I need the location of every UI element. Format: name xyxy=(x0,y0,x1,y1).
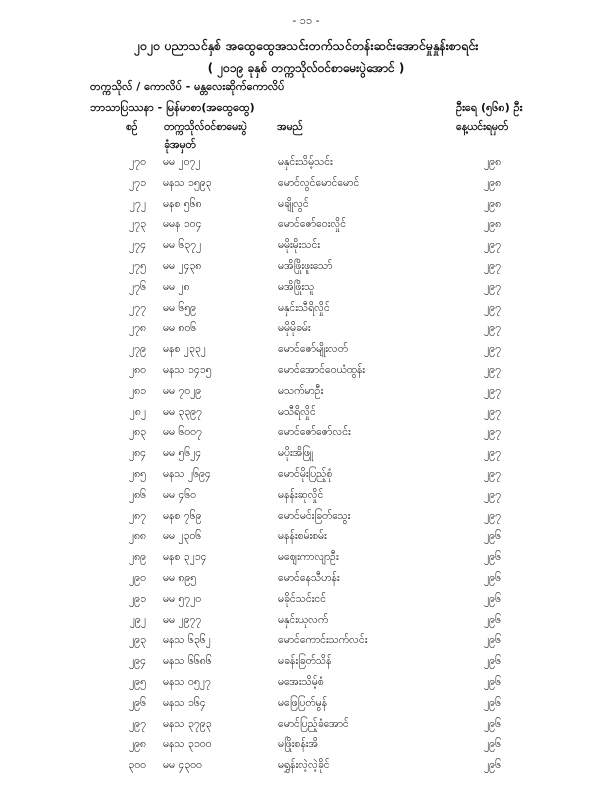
row-name: မောင်ပြည့်ခံအောင် xyxy=(278,717,349,730)
row-roll-number: မနသ ၀၅၂၇ xyxy=(163,676,211,688)
row-name: မအိဖြိုးသူ xyxy=(278,280,315,293)
table-row xyxy=(0,738,612,758)
column-header-candidate: တက္ကသိုလ်ဝင်စာမေးပွဲ xyxy=(164,121,247,133)
row-name: မောင်မင်းခြတ်သွေး xyxy=(278,509,351,522)
row-roll-number: မနသ ၁၅၉၃ xyxy=(163,176,212,189)
row-roll-number: မမ ၄၃၀၀ xyxy=(163,759,202,772)
row-name: မအေးသိမ့်စံ xyxy=(278,676,324,688)
row-score: ၂၉၆ xyxy=(484,738,501,751)
row-score: ၂၉၆ xyxy=(484,592,501,605)
row-roll-number: မမ ၂၀၇၂ xyxy=(163,156,201,168)
row-name: မမိုမိုခမ်း xyxy=(278,322,311,335)
row-score: ၂၉၇ xyxy=(484,239,501,252)
table-row xyxy=(0,426,612,446)
row-roll-number: မမ ၈၀၆ xyxy=(163,322,197,335)
table-row xyxy=(0,614,612,634)
table-row xyxy=(0,218,612,238)
row-number: ၂၇၁ xyxy=(129,176,146,189)
row-number: ၃၀၀ xyxy=(128,759,146,772)
row-roll-number: မနသ ၁၆၄ xyxy=(163,696,206,709)
row-number: ၂၈၁ xyxy=(128,384,146,397)
row-score: ၂၉၇ xyxy=(484,301,501,314)
row-name: မနှင်းသိမ့်သင်း xyxy=(278,156,333,168)
table-row xyxy=(0,302,612,322)
table-row xyxy=(0,718,612,738)
row-roll-number: မမ ၆၅၉ xyxy=(163,301,197,314)
table-row xyxy=(0,634,612,654)
row-number: ၂၇၆ xyxy=(129,280,146,293)
row-name: မပိုးအိဖြူ xyxy=(278,447,314,460)
row-score: ၂၉၇ xyxy=(484,384,501,397)
table-row xyxy=(0,530,612,550)
row-number: ၂၈၉ xyxy=(128,551,146,564)
row-score: ၂၉၆ xyxy=(484,551,501,564)
table-row xyxy=(0,239,612,259)
row-number: ၂၈၀ xyxy=(128,364,146,376)
row-name: မောင်ဇော်ဝေးလှိုင် xyxy=(278,218,347,231)
row-roll-number: မမ ၈၉၅ xyxy=(163,572,197,584)
row-number: ၂၉၁ xyxy=(129,592,146,605)
row-name: မရွှန်းလဲ့လဲ့ခိုင် xyxy=(278,759,330,772)
row-number: ၂၉၇ xyxy=(129,717,146,730)
row-name: မောင်မိုးပြည့်စုံ xyxy=(278,468,333,480)
row-number: ၂၉၀ xyxy=(129,572,146,584)
row-name: မောင်နေသီဟန်း xyxy=(278,572,340,584)
headcount: ဦးရေ (၅၆၈) ဦး xyxy=(456,101,523,114)
row-score: ၂၉၈ xyxy=(484,197,502,210)
row-number: ၂၇၀ xyxy=(129,156,146,168)
row-name: မနန်းစမ်းစမ်း xyxy=(278,530,327,543)
column-header-score: နေ့ယင်းရမှတ် xyxy=(456,121,509,133)
row-number: ၂၈၂ xyxy=(129,405,146,418)
row-roll-number: မမ ၄၆၀ xyxy=(163,488,197,501)
table-row xyxy=(0,260,612,280)
table-row xyxy=(0,551,612,571)
row-roll-number: မမ ၅၇၂၀ xyxy=(163,592,202,605)
row-score: ၂၉၈ xyxy=(484,176,502,189)
row-score: ၂၉၈ xyxy=(484,156,502,168)
row-roll-number: မနစ ၇၆၉ xyxy=(163,509,202,522)
table-row xyxy=(0,406,612,426)
row-name: မောင်လွင်မောင်မောင် xyxy=(278,176,360,189)
row-roll-number: မနသ ၃၇၉၃ xyxy=(163,717,212,730)
subject-line: ဘာသာပြဿနာ - မြန်မာစာ(အထွေထွေ) xyxy=(90,101,255,114)
row-name: မခန်းခြတ်သိန် xyxy=(278,655,332,668)
row-score: ၂၉၆ xyxy=(484,634,501,647)
row-name: မအိဖြိုးဖူးသော် xyxy=(278,260,333,272)
row-number: ၂၇၄ xyxy=(129,239,146,252)
column-header-name: အမည် xyxy=(277,121,303,133)
row-roll-number: မနသ ၁၄၁၅ xyxy=(163,364,212,376)
table-row xyxy=(0,281,612,301)
row-score: ၂၉၆ xyxy=(484,655,501,668)
row-score: ၂၉၆ xyxy=(484,696,501,709)
row-score: ၂၉၇ xyxy=(484,447,501,460)
table-row xyxy=(0,343,612,363)
row-roll-number: မနသ ၆၆၈၆ xyxy=(163,655,212,668)
row-name: မနန်းဆုလှိုင် xyxy=(278,488,324,501)
row-score: ၂၉၆ xyxy=(484,759,501,772)
row-name: မမိုးမိုးသင်း xyxy=(278,239,320,252)
row-name: မောင်ကောင်းသက်လင်း xyxy=(278,634,368,647)
row-number: ၂၇၂ xyxy=(129,197,146,210)
table-row xyxy=(0,177,612,197)
row-number: ၂၉၃ xyxy=(129,634,146,647)
row-number: ၂၈၆ xyxy=(128,488,146,501)
university-line: တက္ကသိုလ် / ကောလိပ် - မန္တလေးဆိုက်ကောလိပ် xyxy=(90,80,285,93)
row-score: ၂၉၇ xyxy=(484,364,501,376)
row-number: ၂၉၆ xyxy=(129,696,146,709)
table-row xyxy=(0,572,612,592)
row-score: ၂၉၈ xyxy=(484,218,502,231)
row-roll-number: မနသ ၂၆၉၄ xyxy=(163,468,211,480)
row-roll-number: မမ ၂၈ xyxy=(163,280,190,293)
row-score: ၂၉၆ xyxy=(484,613,501,626)
row-name: မသက်မာဦး xyxy=(278,384,324,397)
table-row xyxy=(0,322,612,342)
row-score: ၂၉၇ xyxy=(484,468,501,480)
row-number: ၂၇၃ xyxy=(129,218,146,231)
row-score: ၂၉၇ xyxy=(484,426,501,439)
table-row xyxy=(0,759,612,779)
table-row xyxy=(0,593,612,613)
row-number: ၂၉၄ xyxy=(129,655,146,668)
table-row xyxy=(0,198,612,218)
row-roll-number: မမ ၂၉၇၇ xyxy=(163,613,202,626)
row-score: ၂၉၇ xyxy=(484,260,501,272)
row-roll-number: မနစ ၂၃၃၂ xyxy=(163,343,206,356)
row-roll-number: မမ ၂၃၀၆ xyxy=(163,530,202,543)
row-score: ၂၉၇ xyxy=(484,343,501,356)
row-number: ၂၇၇ xyxy=(129,301,146,314)
table-row xyxy=(0,489,612,509)
row-roll-number: မနစ ၃၂၁၄ xyxy=(163,551,207,564)
table-row xyxy=(0,697,612,717)
row-name: မခိုင်သင်းငင် xyxy=(278,592,327,605)
row-roll-number: မမ ၃၃၉၇ xyxy=(163,405,202,418)
page-number: - ၁၁ - xyxy=(292,14,320,27)
table-row xyxy=(0,156,612,176)
column-header-no: စဉ် xyxy=(126,121,138,133)
table-row xyxy=(0,676,612,696)
row-number: ၂၈၇ xyxy=(128,509,146,522)
row-name: မသီရိလှိုင် xyxy=(278,405,316,418)
row-score: ၂၉၆ xyxy=(484,530,501,543)
row-name: မဈေးကာလျာဦး xyxy=(278,551,339,564)
row-score: ၂၉၇ xyxy=(484,280,501,293)
row-number: ၂၈၄ xyxy=(128,447,146,460)
row-roll-number: မနသ ၃၁၀၀ xyxy=(163,738,212,751)
row-score: ၂၉၇ xyxy=(484,488,501,501)
document-title: ၂၀၂၀ ပညာသင်နှစ် အထွေထွေအသင်းတက်သင်တန်းဆင်းအောင်မှုနှုန်းစာရင်း xyxy=(133,38,479,53)
table-row xyxy=(0,655,612,675)
row-number: ၂၈၅ xyxy=(128,468,146,480)
row-roll-number: မမ ၂၄၃၈ xyxy=(163,260,202,272)
row-number: ၂၇၅ xyxy=(129,260,146,272)
row-number: ၂၇၈ xyxy=(128,322,146,335)
row-roll-number: မမ ၅၆၂၄ xyxy=(163,447,202,460)
row-score: ၂၉၆ xyxy=(484,572,501,584)
row-number: ၂၉၂ xyxy=(129,613,146,626)
row-number: ၂၈၈ xyxy=(128,530,146,543)
row-number: ၂၉၅ xyxy=(129,676,146,688)
row-name: မောင်ဇော်မျိုးလတ် xyxy=(278,343,349,356)
row-score: ၂၉၇ xyxy=(484,509,501,522)
row-number: ၂၇၉ xyxy=(129,343,146,356)
table-row xyxy=(0,510,612,530)
row-score: ၂၉၆ xyxy=(484,717,501,730)
row-score: ၂၉၇ xyxy=(484,405,501,418)
table-row xyxy=(0,385,612,405)
row-name: မဖြိုးစန်းအိ xyxy=(278,738,319,751)
row-name: မောင်အောင်ဝေယံထွန်း xyxy=(278,364,365,376)
table-row xyxy=(0,447,612,467)
table-row xyxy=(0,364,612,384)
row-score: ၂၉၇ xyxy=(484,322,501,335)
document-subtitle: ( ၂၀၁၉ ခုနှစ် တက္ကသိုလ်ဝင်စာမေးပွဲအောင် ) xyxy=(207,61,405,75)
row-number: ၂၈၃ xyxy=(128,426,146,439)
row-name: မဖြေပြတ်မွန် xyxy=(278,696,328,709)
row-name: မနှင်းသီရိလှိုင် xyxy=(278,301,330,314)
row-name: မချိုလွင် xyxy=(278,197,309,210)
row-roll-number: မမ ၇၀၂၉ xyxy=(163,384,202,397)
row-roll-number: မမန ၁၀၄ xyxy=(163,218,202,231)
table-row xyxy=(0,468,612,488)
row-roll-number: မမ ၆၀၀၇ xyxy=(163,426,202,439)
row-number: ၂၉၈ xyxy=(128,738,146,751)
row-score: ၂၉၆ xyxy=(484,676,501,688)
row-roll-number: မမ ၆၃၇၂ xyxy=(163,239,202,252)
row-roll-number: မနသ ၆၃၆၂ xyxy=(163,634,211,647)
column-header-candidate-line2: ခုံအမှတ် xyxy=(164,139,196,151)
row-name: မနှင်းယုလက် xyxy=(278,613,329,626)
row-roll-number: မနစ ၅၆၈ xyxy=(163,197,202,210)
row-name: မောင်ဇော်ဇော်လင်း xyxy=(278,426,351,439)
